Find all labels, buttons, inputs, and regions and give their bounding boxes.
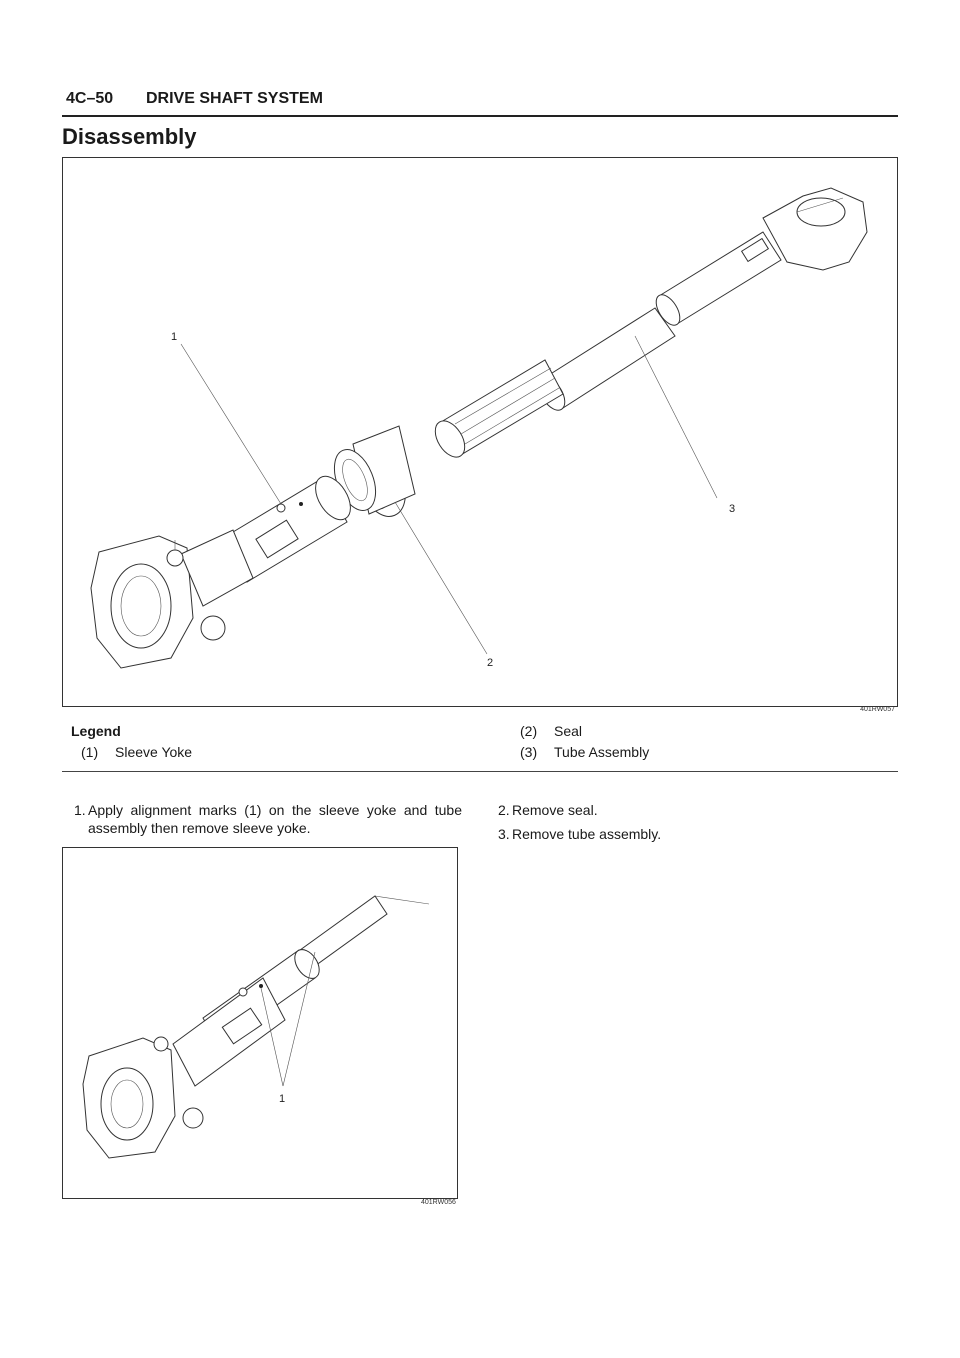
section-number: 4C–50 (66, 90, 114, 107)
callout-1: 1 (279, 1093, 286, 1105)
tube-assembly-drawing (534, 188, 867, 415)
header-rule (62, 115, 898, 117)
callout-3: 3 (729, 503, 736, 515)
alignment-marks-drawing (63, 848, 457, 1198)
callout-2: 2 (487, 657, 494, 669)
figure1-code: 401RW057 (860, 706, 895, 713)
step-1: 1. Apply alignment marks (1) on the sleeve yoke and tube assembly then remove sleeve yoke. (74, 802, 462, 836)
figure2-code: 401RW056 (421, 1199, 456, 1206)
legend-rule (62, 771, 898, 772)
sleeve-yoke-drawing (91, 470, 358, 668)
step-2: 2. Remove seal. (498, 802, 598, 818)
legend-title: Legend (71, 723, 121, 739)
section-title: DRIVE SHAFT SYSTEM (146, 90, 323, 107)
drive-shaft-exploded-drawing (63, 158, 897, 706)
legend-item-seal: (2) Seal (520, 723, 583, 739)
step-3: 3. Remove tube assembly. (498, 826, 662, 842)
callout-1: 1 (171, 331, 178, 343)
legend-item-sleeve-yoke: (1) Sleeve Yoke (81, 744, 193, 760)
exploded-view-figure (62, 157, 898, 707)
page-title: Disassembly (62, 124, 197, 149)
alignment-marks-figure (62, 847, 458, 1199)
legend-item-tube-assembly: (3) Tube Assembly (520, 744, 650, 760)
spline-shaft-drawing (429, 360, 563, 462)
